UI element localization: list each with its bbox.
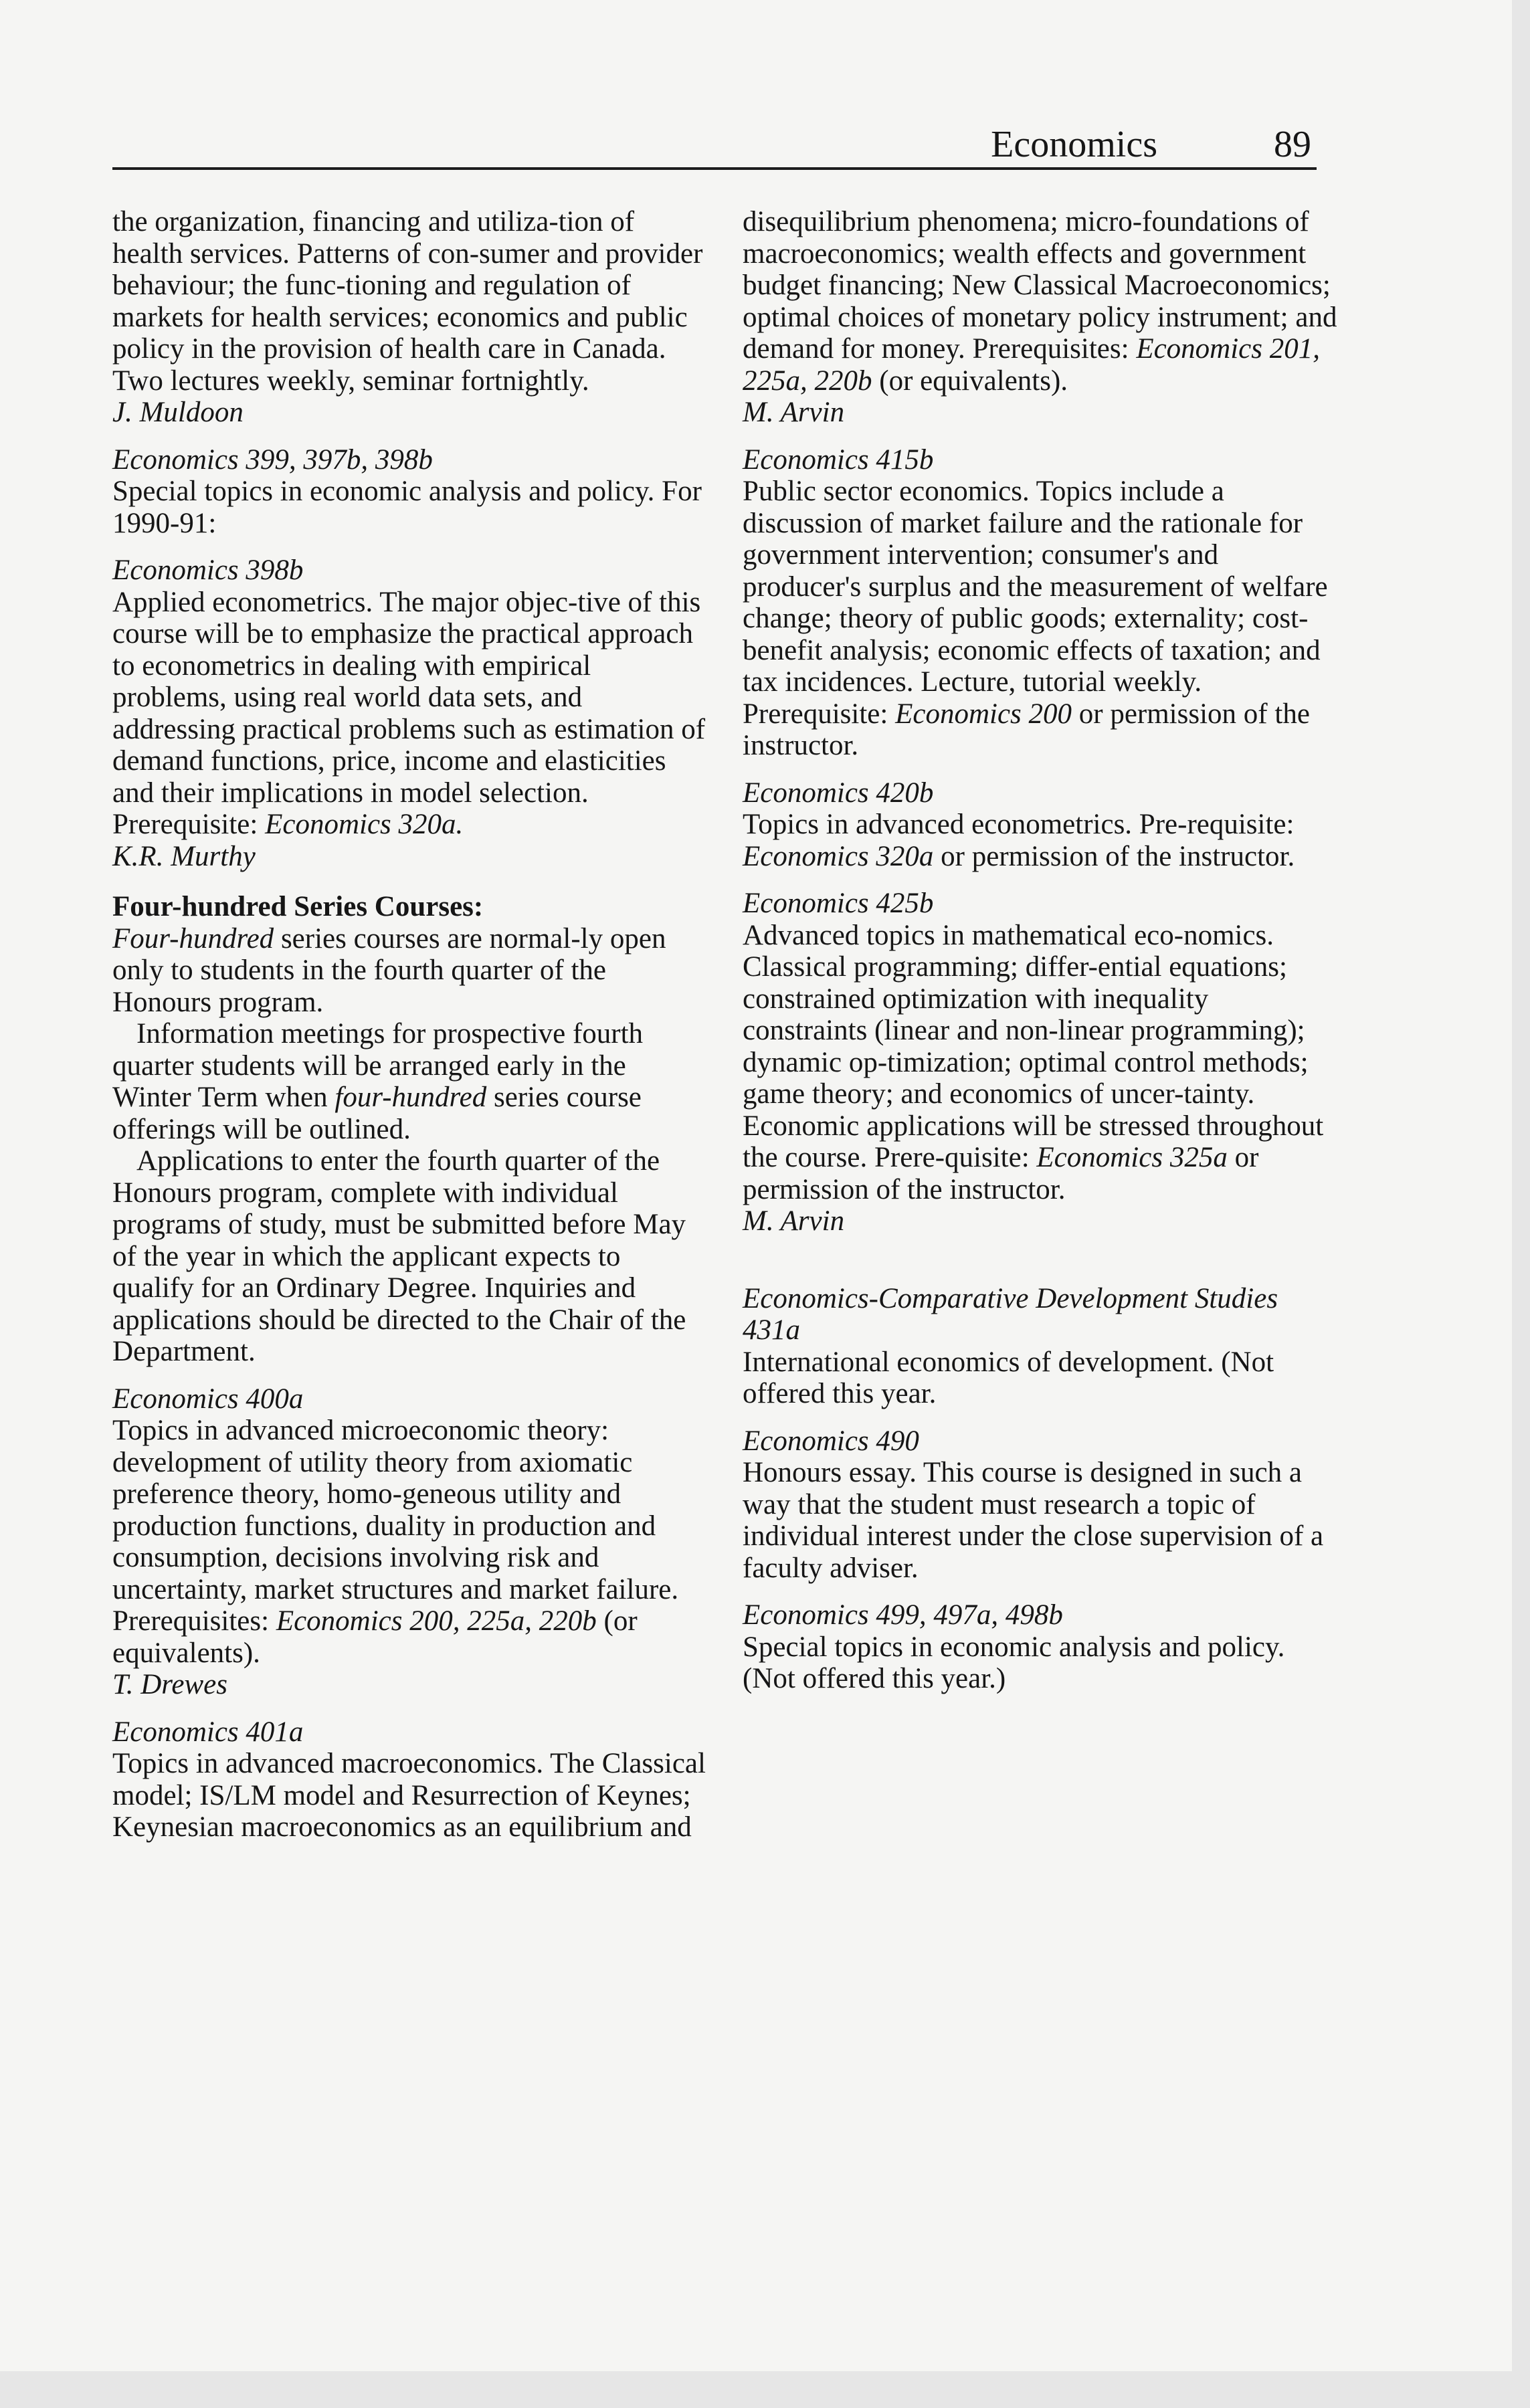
course-code: Economics 415b [743, 443, 934, 476]
right-column [743, 206, 1338, 1695]
course-code: Economics 399, 397b, 398b [112, 443, 433, 476]
course-instructor: J. Muldoon [112, 397, 244, 428]
series-paragraph: Applications to enter the fourth quarter of the Honours program, complete with individual programs of study, must be submitted before May of the year in which the applicant expects to qualify for an Ordinary Degree. Inquiries and applications should be directed to the Chair of the Department. [112, 1145, 686, 1367]
left-column [112, 206, 708, 1843]
description-text: Advanced topics in mathematical eco-nomics. Classical programming; differ-ential equations; constrained optimization with inequality constraints (linear and non-linear programming); dynamic op-timization; optimal control methods; game theory; and economics of uncer-tainty. Economic applications will be stressed throughout the course. Prere-quisite: [743, 919, 1324, 1173]
page-number: 89 [1274, 124, 1311, 165]
course-code: Economics 400a [112, 1383, 304, 1415]
course-entry [112, 444, 708, 540]
description-text: Topics in advanced econometrics. Pre-requisite: [743, 809, 1295, 840]
course-instructor: T. Drewes [112, 1669, 227, 1700]
prerequisite-course: Economics 325a [1036, 1142, 1228, 1173]
prerequisite-course: Economics 200 [895, 698, 1072, 730]
course-description: Special topics in economic analysis and policy. (Not offered this year.) [743, 1631, 1285, 1694]
course-description: International economics of development. (Not offered this year. [743, 1346, 1274, 1409]
course-entry [743, 444, 1338, 762]
course-entry [743, 888, 1338, 1237]
course-description: the organization, financing and utiliza-tion of health services. Patterns of con-sumer and provider behaviour; the func-tioning and regulation of markets for health services; economics and public policy in the provision of health care in Canada. Two lectures weekly, seminar fortnightly. [112, 206, 703, 397]
course-entry [112, 555, 708, 872]
course-description: Special topics in economic analysis and policy. For 1990-91: [112, 476, 702, 539]
series-emphasis: Four-hundred [112, 922, 274, 955]
description-text: Applied econometrics. The major objec-tive of this course will be to emphasize the practical approach to econometrics in dealing with empirical problems, using real world data sets, and addressing practical problems such as estimation of demand functions, price, income and elasticities and their implications in model selection. Prerequisite: [112, 586, 706, 840]
course-instructor: M. Arvin [743, 397, 845, 428]
course-entry [112, 206, 708, 429]
series-heading: Four-hundred Series Courses: [112, 891, 484, 922]
prerequisite-course: Economics 320a. [265, 809, 464, 840]
course-description [112, 587, 708, 841]
course-entry [743, 1599, 1338, 1695]
course-code: Economics 490 [743, 1425, 919, 1457]
series-emphasis: four-hundred [334, 1082, 487, 1113]
prerequisite-course: Economics 320a [743, 840, 934, 872]
course-code: Economics 398b [112, 555, 304, 586]
course-description [112, 1415, 708, 1669]
course-description [743, 206, 1338, 397]
course-entry [112, 1383, 708, 1701]
course-entry [112, 1716, 708, 1843]
series-text: series course offerings will be outlined. [112, 1082, 642, 1145]
series-paragraph [112, 923, 708, 1019]
series-section [112, 891, 708, 1368]
course-code: Economics-Comparative Development Studies 431a [743, 1282, 1278, 1346]
section-title: Economics [991, 124, 1157, 165]
course-description: Topics in advanced macroeconomics. The Classical model; IS/LM model and Resurrection of Keynes; Keynesian macroeconomics as an equilibrium and [112, 1748, 706, 1843]
course-description [743, 809, 1338, 872]
header-rule [112, 167, 1317, 170]
description-text: or permission of the instructor. [743, 698, 1310, 761]
course-description [743, 920, 1338, 1206]
description-text: disequilibrium phenomena; micro-foundations of macroeconomics; wealth effects and government budget financing; New Classical Macroeconomics; optimal choices of monetary policy instrument; and demand for money. Prerequisites: [743, 206, 1337, 365]
course-description: Honours essay. This course is designed in such a way that the student must research a topic of individual interest under the close supervision of a faculty adviser. [743, 1457, 1324, 1584]
series-text: Information meetings for prospective fourth quarter students will be arranged early in the Winter Term when [112, 1018, 644, 1113]
course-code: Economics 499, 497a, 498b [743, 1599, 1063, 1631]
prerequisite-course: Economics 200, 225a, 220b [276, 1605, 597, 1637]
course-code: Economics 420b [743, 777, 934, 809]
page-header [114, 112, 1311, 174]
description-text: (or equivalents). [112, 1605, 638, 1669]
prerequisite-course: Economics 201, 225a, 220b [743, 333, 1320, 397]
course-instructor: M. Arvin [743, 1205, 845, 1237]
description-text: Topics in advanced microeconomic theory: development of utility theory from axiomatic preference theory, homo-geneous utility and production functions, duality in production and consumption, decisions involving risk and uncertainty, market structures and market failure. Prerequisites: [112, 1415, 679, 1637]
description-text: or permission of the instructor. [743, 1142, 1259, 1205]
description-text: (or equivalents). [872, 365, 1068, 397]
series-text: series courses are normal-ly open only to students in the fourth quarter of the Honours program. [112, 922, 666, 1018]
course-description [743, 476, 1338, 762]
course-entry [743, 206, 1338, 429]
course-code: Economics 425b [743, 888, 934, 919]
description-text: or permission of the instructor. [933, 840, 1295, 872]
course-entry [743, 1425, 1338, 1585]
series-paragraph [112, 1018, 708, 1145]
course-code: Economics 401a [112, 1716, 304, 1748]
course-entry [743, 777, 1338, 873]
course-instructor: K.R. Murthy [112, 840, 256, 872]
description-text: Public sector economics. Topics include a discussion of market failure and the rationale for government intervention; consumer's and producer's surplus and the measurement of welfare change; theory of public goods; externality; cost-benefit analysis; economic effects of taxation; and tax incidences. Lecture, tutorial weekly. Prerequisite: [743, 476, 1328, 730]
course-entry [743, 1283, 1338, 1410]
